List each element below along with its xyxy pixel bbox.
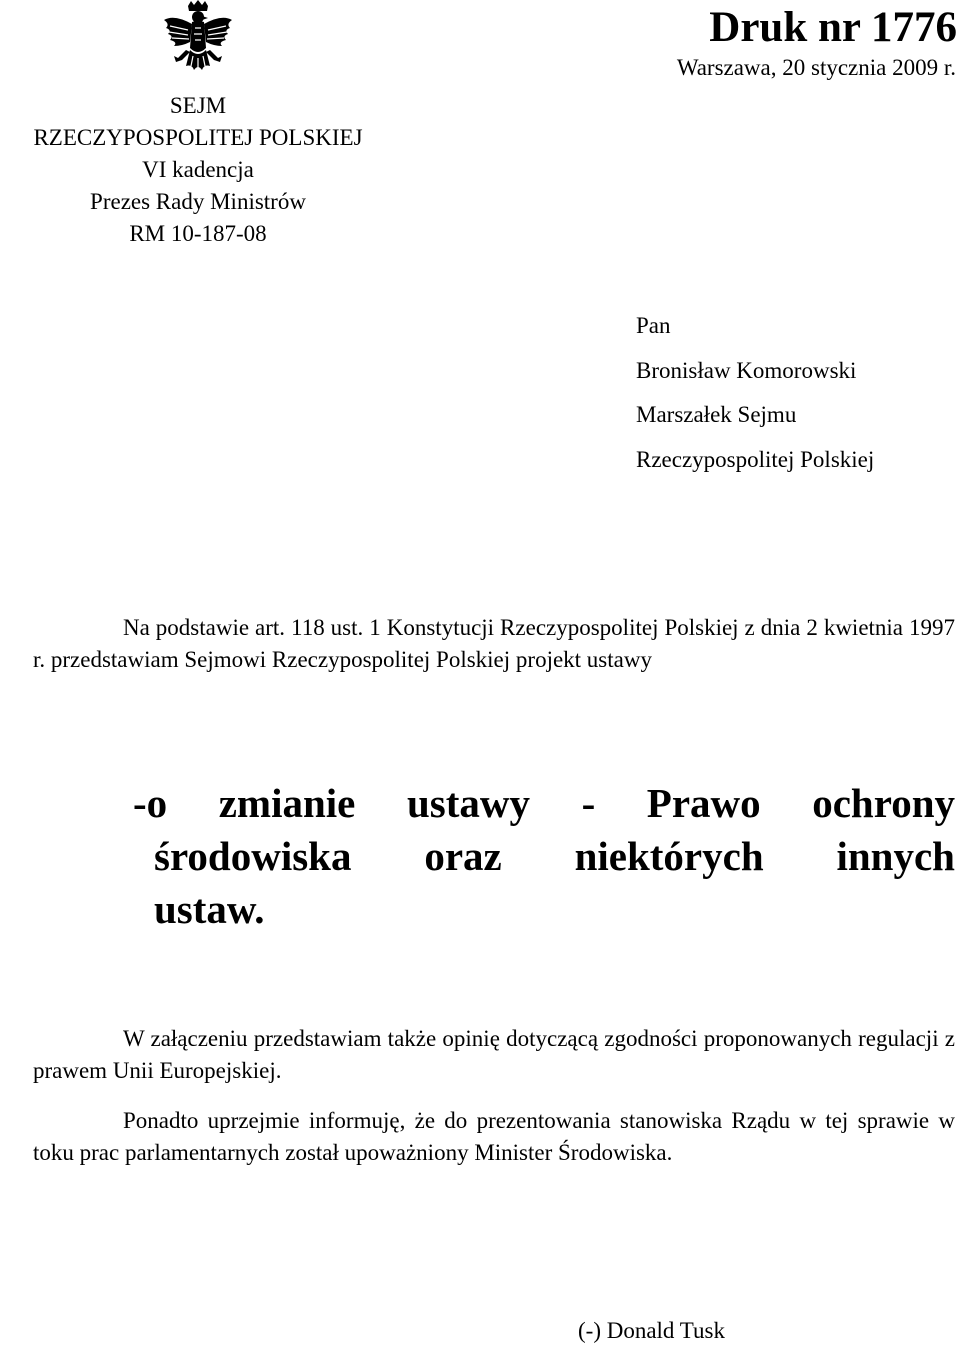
bill-title-word: ustaw.: [154, 886, 265, 932]
addressee-line: Pan: [636, 313, 671, 338]
bill-title-word: ochrony: [812, 780, 955, 826]
institution-line: Prezes Rady Ministrów: [90, 189, 306, 214]
institution-line: VI kadencja: [142, 157, 254, 182]
addressee-line: Bronisław Komorowski: [636, 357, 857, 383]
bill-title-word: niektórych: [574, 833, 764, 879]
bill-title-line-2: [133, 830, 955, 883]
bill-title-word: -o: [133, 780, 168, 826]
bill-title-word: -: [581, 780, 596, 826]
addressee-line: Marszałek Sejmu: [636, 402, 797, 427]
representative-paragraph: [33, 1105, 955, 1168]
attachment-text: W załączeniu przedstawiam także opinię dotyczącą zgodności proponowanych regulacji z prawem Unii Europejskiej.: [33, 1026, 955, 1083]
representative-text: Ponadto uprzejmie informuję, że do prezentowania stanowiska Rządu w tej sprawie w toku prac parlamentarnych został upoważniony Minister Środowiska.: [33, 1108, 955, 1165]
addressee-block: [636, 304, 874, 482]
institution-line: SEJM: [169, 93, 227, 118]
print-number: Druk nr 1776: [709, 4, 957, 51]
institution-line: RZECZYPOSPOLITEJ POLSKIEJ: [33, 125, 363, 150]
polish-eagle-emblem-icon: [160, 0, 236, 82]
institution-block: [0, 90, 396, 250]
attachment-paragraph: [33, 1023, 955, 1086]
reference-number: RM 10-187-08: [129, 221, 267, 246]
bill-title-line-1: [133, 777, 955, 830]
place-date: Warszawa, 20 stycznia 2009 r.: [676, 55, 956, 80]
addressee-line: Rzeczypospolitej Polskiej: [636, 446, 875, 472]
bill-title-word: innych: [836, 833, 955, 879]
bill-title-word: zmianie: [218, 780, 356, 826]
bill-title-word: środowiska: [154, 833, 352, 879]
bill-title-line-3: [133, 883, 955, 936]
bill-title-word: oraz: [424, 833, 502, 879]
bill-title-word: ustawy: [406, 780, 530, 826]
intro-text: Na podstawie art. 118 ust. 1 Konstytucji Rzeczypospolitej Polskiej z dnia 2 kwietnia 1997 r. przedstawiam Sejmowi Rzeczypospolitej Polskiej projekt ustawy: [33, 615, 955, 672]
bill-title: [133, 777, 955, 936]
intro-paragraph: [33, 612, 955, 675]
bill-title-word: Prawo: [646, 780, 761, 826]
signature: (-) Donald Tusk: [578, 1318, 725, 1343]
